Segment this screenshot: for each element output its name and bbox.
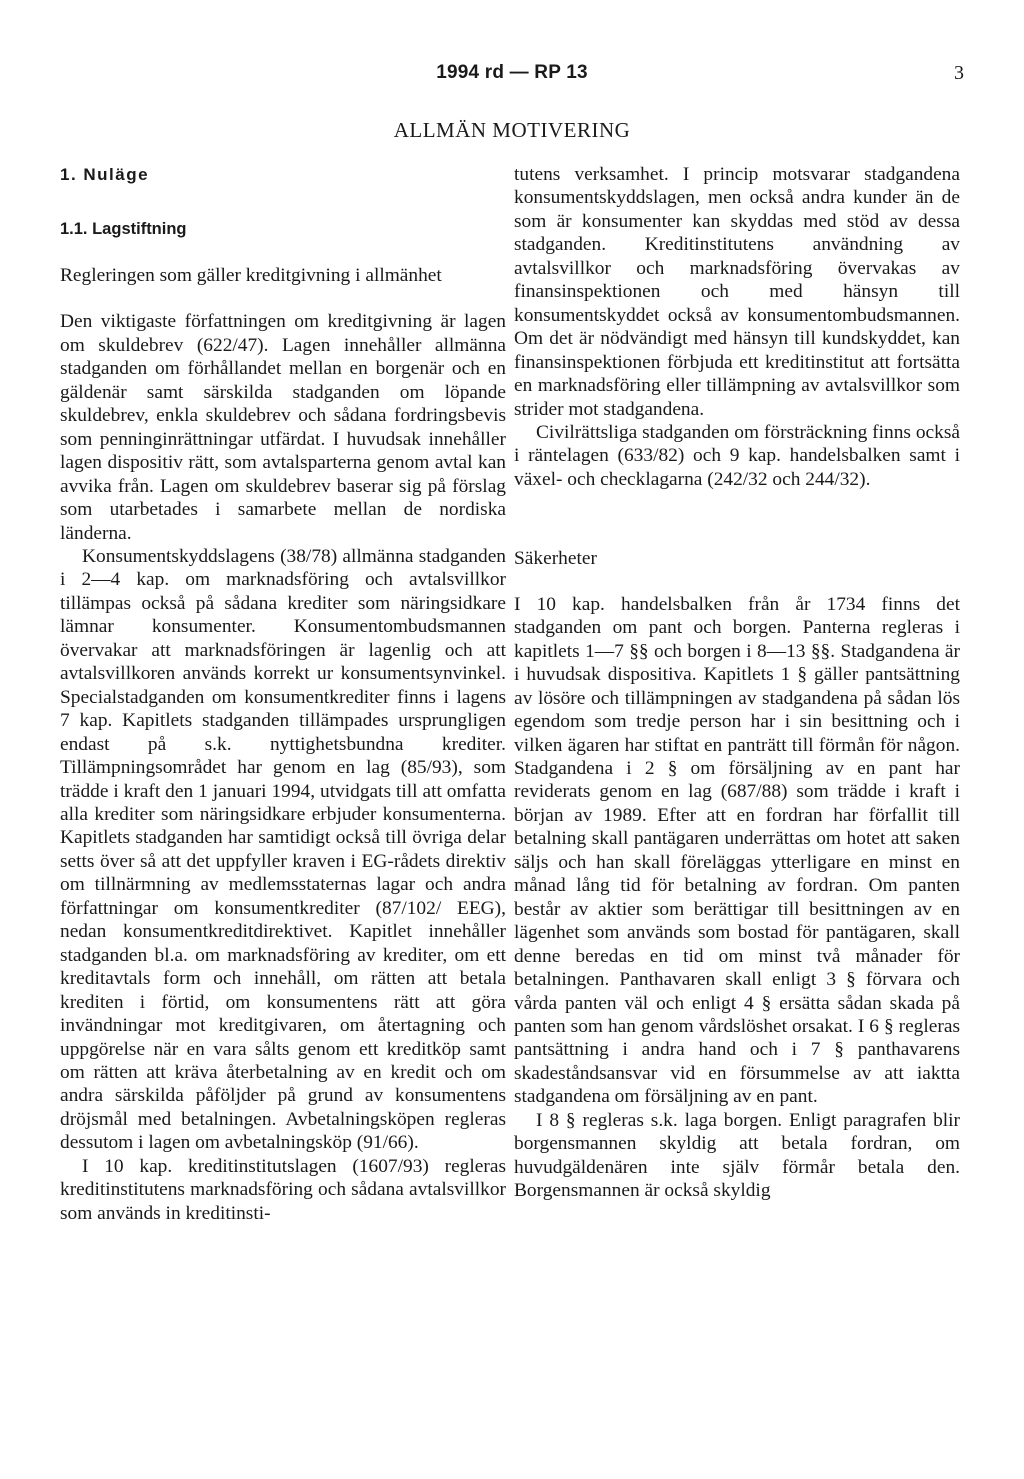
heading-lagstiftning: 1.1. Lagstiftning — [60, 220, 187, 238]
page-number: 3 — [954, 62, 964, 84]
heading-nulage: 1. Nuläge — [60, 165, 150, 184]
paragraph: I 10 kap. handelsbalken från år 1734 finns det stadganden om pant och borgen. Panterna regleras i kapitlets 1—7 §§ och borgen i 8—13 §§. Stadgandena är i huvudsak dispositiva. Kapitlets 1 § gäller pantsättning av lösöre och tillämpningen av stadgandena på sådan lös egendom som tredje person har i sin besittning och i vilken ägaren har stiftat en panträtt till förmån för någon. Stadgandena i 2 § om försäljning av en pant har reviderats genom en lag (687/88) som trädde i kraft i början av 1989. Efter att en fordran har förfallit till betalning skall pantägaren underrättas om hotet att saken säljs och han skall föreläggas ytterligare en minst en månad lång tid för betalning av fordran. Om panten består av aktier som berättigar till besittningen av en lägenhet som används som bostad för pantägaren, skall denne beredas en tid om minst två månader för betalningen. Panthavaren skall enligt 3 § förvara och vårda panten väl och enligt 4 § ersätta sådan skada på panten som han genom vårdslöshet orsakat. I 6 § regleras pantsättning i andra hand och i 7 § panthavarens skadeståndsansvar vid en försummelse av att iaktta stadgandena om försäljning av en pant. — [514, 593, 960, 1108]
paragraph: Konsumentskyddslagens (38/78) allmänna stadganden i 2—4 kap. om marknadsföring och avtalsvillkor tillämpas också på sådana krediter som näringsidkare lämnar konsumenter. Konsumentombudsmannen övervakar att marknadsföringen är lagenlig och att avtalsvillkoren används korrekt ur konsumentsynvinkel. Specialstadganden om konsumentkrediter finns i lagens 7 kap. Kapitlets stadganden tillämpades ursprungligen endast på s.k. nyttighetsbundna krediter. Tillämpningsområdet har genom en lag (85/93), som trädde i kraft den 1 januari 1994, utvidgats till att omfatta alla krediter som näringsidkare erbjuder konsumenterna. Kapitlets stadganden har samtidigt också till övriga delar setts över så att det uppfyller kraven i EG-rådets direktiv om tillnärmning av medlemsstaternas lagar och andra författningar om konsumentkrediter (87/102/ EEG), nedan konsumentkreditdirektivet. Kapitlet innehåller stadganden bl.a. om marknadsföring av krediter, om ett kreditavtals form och innehåll, om rätten att betala krediten i förtid, om konsumentens rätt att göra invändningar mot kreditgivaren, om återtagning och uppgörelse när en vara sålts genom ett kreditköp samt om rätten att kräva återbetalning av en kredit och om andra särskilda påföljder på grund av konsumentens dröjsmål med betalningen. Avbetalningsköpen regleras dessutom i lagen om avbetalningsköp (91/66). — [60, 545, 506, 1154]
subheading-regleringen: Regleringen som gäller kreditgivning i allmänhet — [60, 265, 442, 286]
subheading-sakerheter: Säkerheter — [514, 548, 597, 570]
paragraph: I 8 § regleras s.k. laga borgen. Enligt paragrafen blir borgensmannen skyldig att betala fordran, om huvudgäldenären inte själv förmår betala den. Borgensmannen är också skyldig — [514, 1109, 960, 1202]
running-title: 1994 rd — RP 13 — [436, 62, 588, 83]
running-head — [0, 62, 1024, 88]
left-column — [60, 163, 506, 1225]
paragraph: Den viktigaste författningen om kreditgivning är lagen om skuldebrev (622/47). Lagen innehåller allmänna stadganden om förhållandet mellan en borgenär och en gäldenär samt särskilda stadganden om löpande skuldebrev, enkla skuldebrev och sådana fordringsbevis som penninginrättningar utfärdat. I huvudsak innehåller lagen dispositiv rätt, som avtalsparterna genom avtal kan avvika från. Lagen om skuldebrev baserar sig på förslag som utarbetades i samarbete mellan de nordiska länderna. — [60, 311, 506, 544]
paragraph: Civilrättsliga stadganden om försträckning finns också i räntelagen (633/82) och 9 kap. handelsbalken samt i växel- och checklagarna (242/32 och 244/32). — [514, 421, 960, 490]
paragraph: tutens verksamhet. I princip motsvarar stadgandena konsumentskyddslagen, men också andra kunder än de som är konsumenter kan skyddas med stöd av dessa stadganden. Kreditinstitutens användning av avtalsvillkor och marknadsföring övervakas av finansinspektionen och med hänsyn till konsumentskyddet också av konsumentombudsmannen. Om det är nödvändigt med hänsyn till kundskyddet, kan finansinspektionen förbjuda ett kreditinstitut att fortsätta en marknadsföring eller tillämpning av avtalsvillkor som strider mot stadgandena. — [514, 164, 960, 420]
paragraph: I 10 kap. kreditinstitutslagen (1607/93) regleras kreditinstitutens marknadsföring och sådana avtalsvillkor som används in kreditinsti- — [60, 1155, 506, 1224]
right-column — [514, 163, 960, 1203]
section-heading: ALLMÄN MOTIVERING — [393, 118, 631, 142]
